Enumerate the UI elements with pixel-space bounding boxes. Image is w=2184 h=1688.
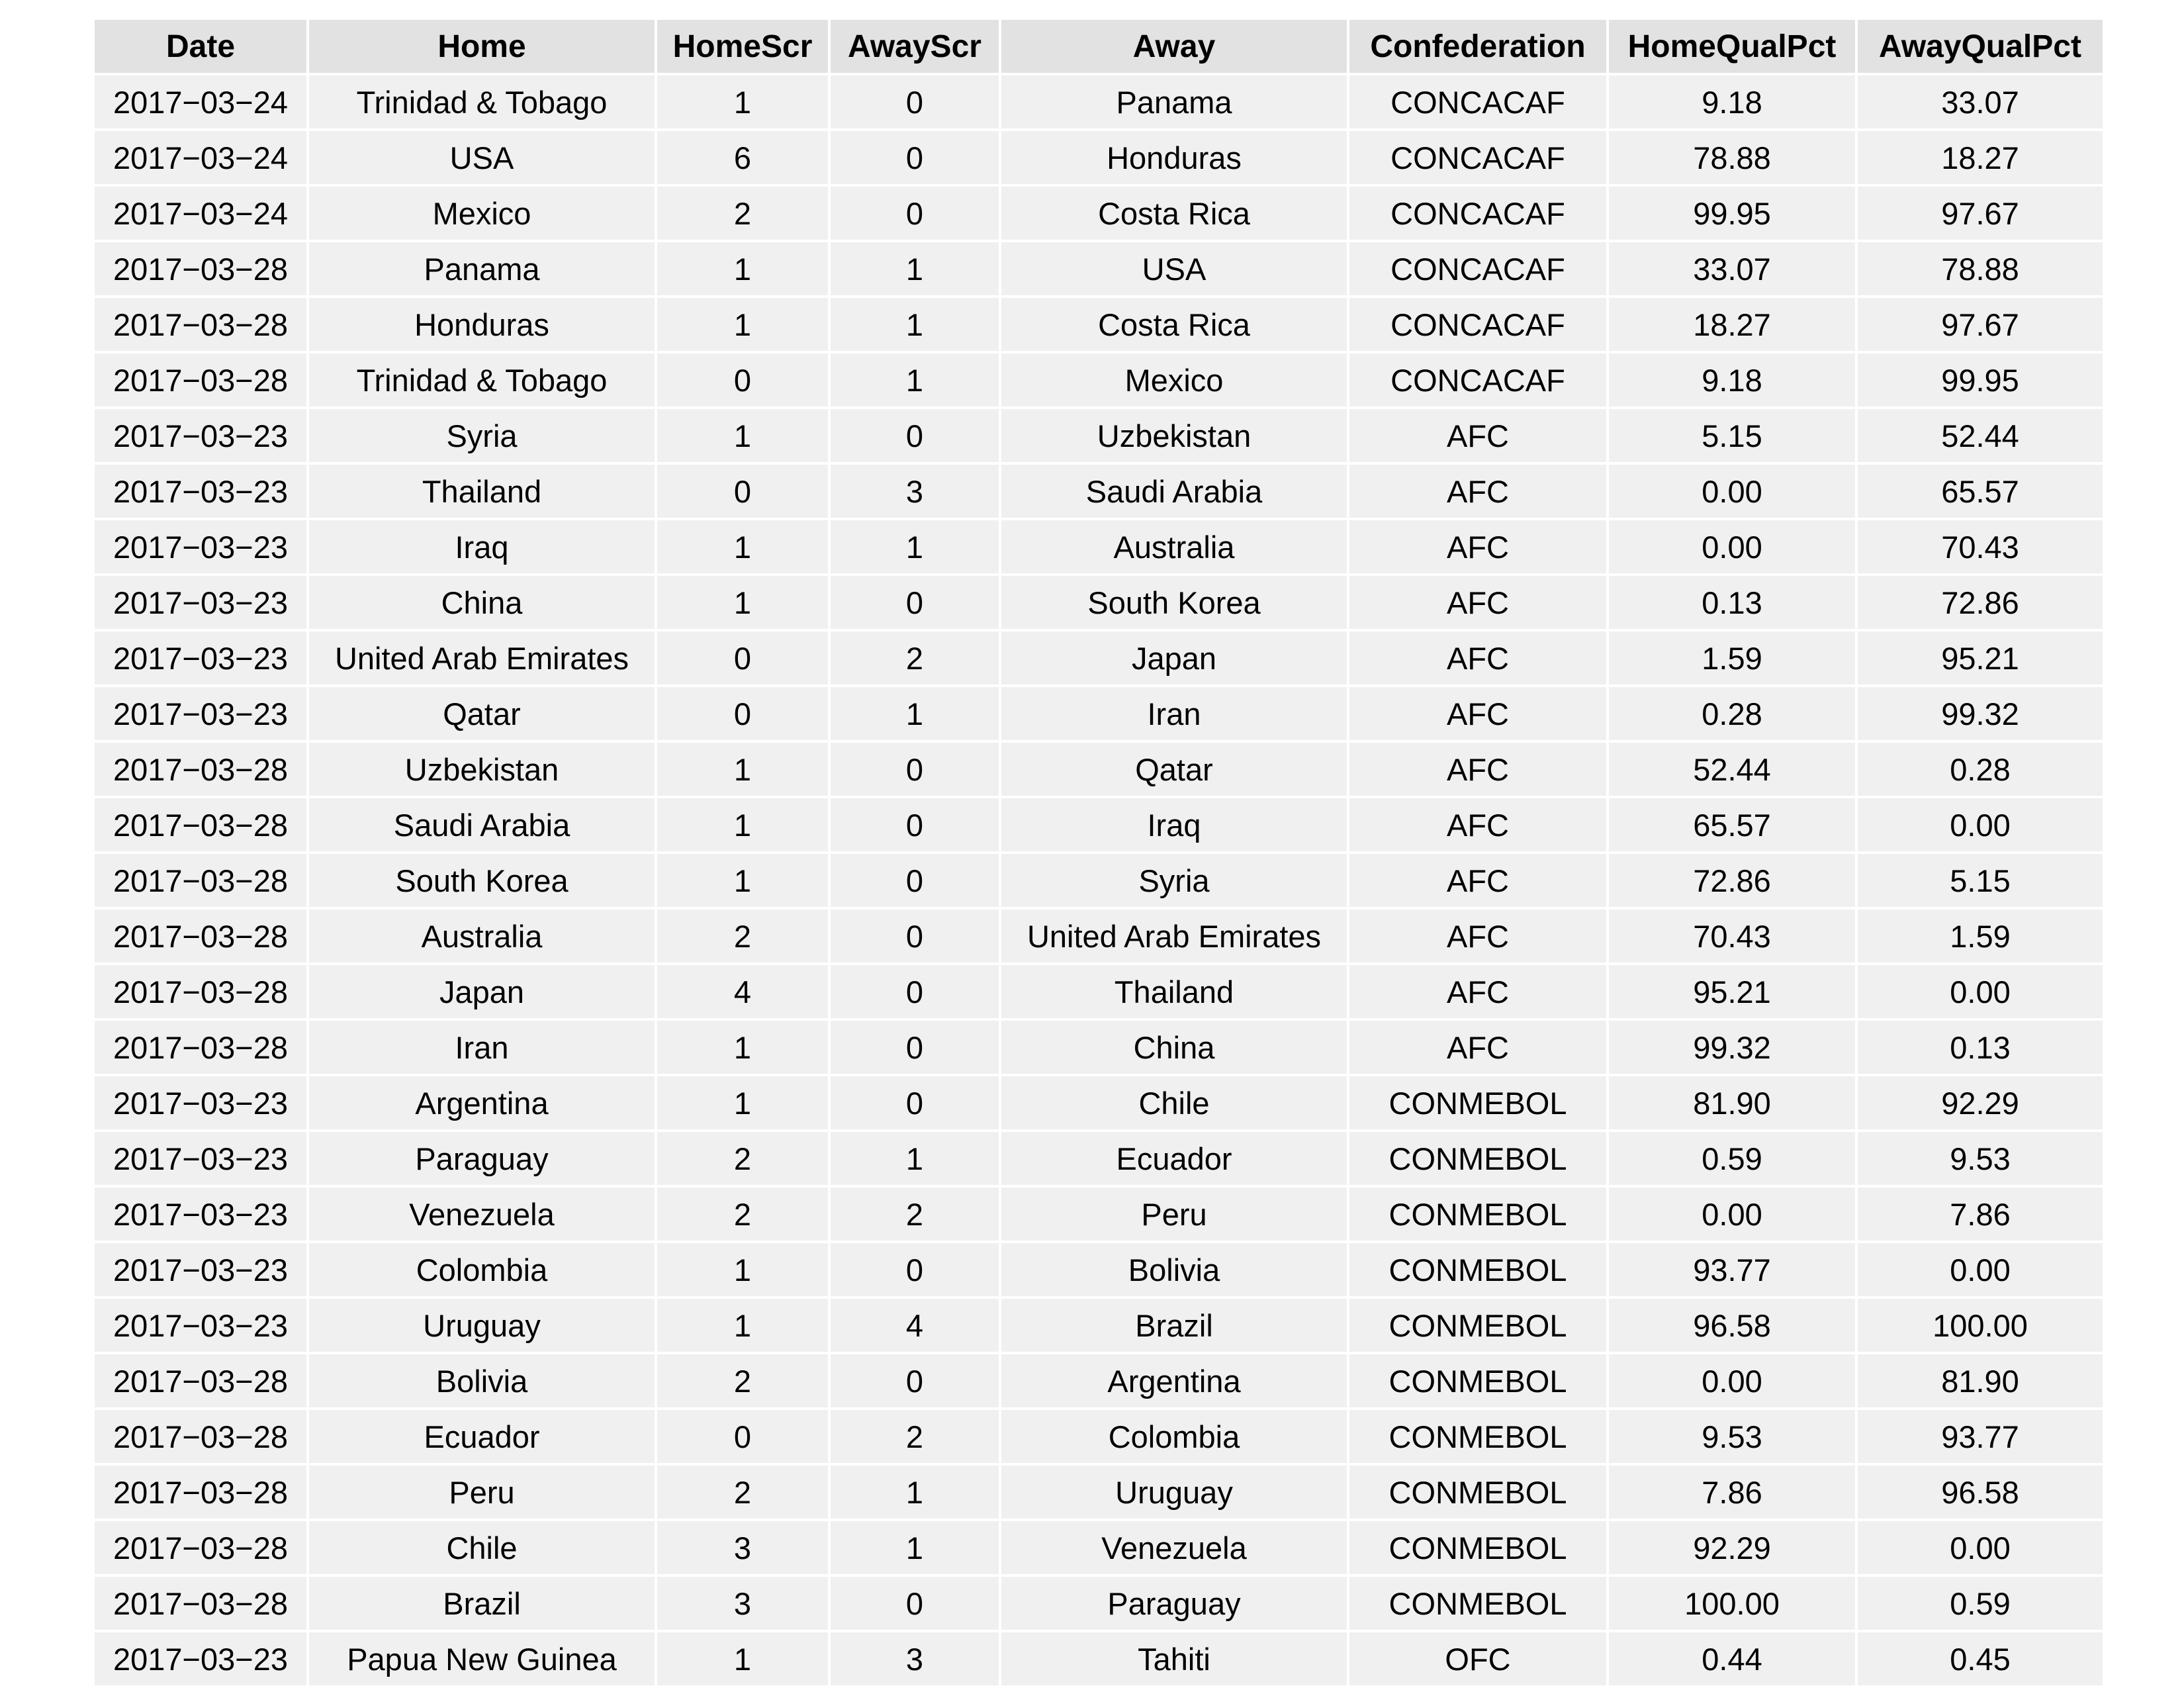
cell-home-score: 1	[657, 1632, 831, 1688]
cell-away-score: 1	[831, 1521, 1001, 1577]
table-row	[95, 576, 2103, 632]
cell-date: 2017−03−28	[95, 743, 309, 798]
table-row	[95, 1354, 2103, 1410]
cell-away-qual-pct: 52.44	[1858, 409, 2103, 465]
cell-confederation: CONCACAF	[1349, 131, 1609, 187]
cell-confederation: OFC	[1349, 1632, 1609, 1688]
cell-away-score: 3	[831, 1632, 1001, 1688]
cell-away-qual-pct: 5.15	[1858, 854, 2103, 910]
cell-away: Syria	[1001, 854, 1349, 910]
cell-home-score: 0	[657, 1410, 831, 1466]
cell-date: 2017−03−28	[95, 1577, 309, 1632]
table-row	[95, 75, 2103, 131]
cell-home-score: 1	[657, 298, 831, 353]
cell-away-qual-pct: 0.45	[1858, 1632, 2103, 1688]
cell-date: 2017−03−28	[95, 1466, 309, 1521]
cell-home-qual-pct: 5.15	[1609, 409, 1858, 465]
cell-away: Tahiti	[1001, 1632, 1349, 1688]
cell-home-qual-pct: 0.44	[1609, 1632, 1858, 1688]
cell-away: South Korea	[1001, 576, 1349, 632]
cell-away: Colombia	[1001, 1410, 1349, 1466]
cell-home-score: 0	[657, 353, 831, 409]
cell-home-score: 2	[657, 1354, 831, 1410]
table-row	[95, 1076, 2103, 1132]
cell-away-score: 0	[831, 910, 1001, 965]
cell-away-score: 1	[831, 687, 1001, 743]
cell-date: 2017−03−28	[95, 353, 309, 409]
cell-home-score: 1	[657, 743, 831, 798]
table-row	[95, 1299, 2103, 1354]
cell-home-score: 1	[657, 798, 831, 854]
cell-away: Ecuador	[1001, 1132, 1349, 1188]
cell-away-qual-pct: 97.67	[1858, 298, 2103, 353]
cell-away-score: 0	[831, 1076, 1001, 1132]
table-row	[95, 1466, 2103, 1521]
cell-home-qual-pct: 9.18	[1609, 75, 1858, 131]
cell-home-score: 4	[657, 965, 831, 1021]
column-header-home-score: HomeScr	[657, 20, 831, 75]
cell-away-score: 0	[831, 798, 1001, 854]
table-row	[95, 465, 2103, 520]
cell-away-score: 1	[831, 353, 1001, 409]
cell-home-qual-pct: 0.28	[1609, 687, 1858, 743]
cell-home-score: 1	[657, 520, 831, 576]
cell-home: Syria	[309, 409, 657, 465]
cell-home-qual-pct: 0.00	[1609, 1188, 1858, 1243]
cell-home: Venezuela	[309, 1188, 657, 1243]
cell-date: 2017−03−28	[95, 910, 309, 965]
cell-away-score: 0	[831, 187, 1001, 242]
cell-confederation: AFC	[1349, 854, 1609, 910]
cell-date: 2017−03−23	[95, 1076, 309, 1132]
cell-home-score: 1	[657, 409, 831, 465]
cell-confederation: AFC	[1349, 520, 1609, 576]
cell-away: Uzbekistan	[1001, 409, 1349, 465]
cell-away: Mexico	[1001, 353, 1349, 409]
cell-away: Iran	[1001, 687, 1349, 743]
cell-date: 2017−03−24	[95, 75, 309, 131]
cell-confederation: AFC	[1349, 1021, 1609, 1076]
table-row	[95, 910, 2103, 965]
cell-home: Peru	[309, 1466, 657, 1521]
cell-date: 2017−03−23	[95, 409, 309, 465]
cell-home: Saudi Arabia	[309, 798, 657, 854]
cell-away: Honduras	[1001, 131, 1349, 187]
cell-date: 2017−03−28	[95, 1521, 309, 1577]
cell-confederation: AFC	[1349, 687, 1609, 743]
cell-home-qual-pct: 100.00	[1609, 1577, 1858, 1632]
table-row	[95, 743, 2103, 798]
cell-home-qual-pct: 70.43	[1609, 910, 1858, 965]
cell-away-score: 2	[831, 1410, 1001, 1466]
cell-away: Thailand	[1001, 965, 1349, 1021]
cell-confederation: AFC	[1349, 743, 1609, 798]
table-body	[95, 75, 2103, 1688]
cell-home-score: 2	[657, 910, 831, 965]
cell-away-score: 0	[831, 576, 1001, 632]
cell-home-qual-pct: 0.00	[1609, 1354, 1858, 1410]
cell-home: Ecuador	[309, 1410, 657, 1466]
cell-confederation: AFC	[1349, 910, 1609, 965]
cell-away-qual-pct: 9.53	[1858, 1132, 2103, 1188]
cell-home: Iraq	[309, 520, 657, 576]
cell-confederation: CONMEBOL	[1349, 1188, 1609, 1243]
cell-away-score: 0	[831, 1577, 1001, 1632]
cell-home-qual-pct: 33.07	[1609, 242, 1858, 298]
cell-away: Japan	[1001, 632, 1349, 687]
cell-date: 2017−03−28	[95, 1021, 309, 1076]
cell-home-qual-pct: 9.18	[1609, 353, 1858, 409]
cell-away-qual-pct: 72.86	[1858, 576, 2103, 632]
cell-away-qual-pct: 97.67	[1858, 187, 2103, 242]
cell-home: Japan	[309, 965, 657, 1021]
cell-home: Thailand	[309, 465, 657, 520]
cell-date: 2017−03−28	[95, 965, 309, 1021]
cell-home-qual-pct: 0.00	[1609, 465, 1858, 520]
table-row	[95, 1188, 2103, 1243]
table-row	[95, 1632, 2103, 1688]
cell-home: Colombia	[309, 1243, 657, 1299]
cell-away-qual-pct: 65.57	[1858, 465, 2103, 520]
cell-home: China	[309, 576, 657, 632]
table-row	[95, 632, 2103, 687]
cell-date: 2017−03−23	[95, 576, 309, 632]
cell-home: Bolivia	[309, 1354, 657, 1410]
cell-confederation: AFC	[1349, 409, 1609, 465]
cell-away-qual-pct: 100.00	[1858, 1299, 2103, 1354]
header-row	[95, 20, 2103, 75]
cell-home: Brazil	[309, 1577, 657, 1632]
cell-home-score: 2	[657, 1466, 831, 1521]
cell-away-score: 0	[831, 409, 1001, 465]
cell-away-score: 0	[831, 965, 1001, 1021]
cell-confederation: AFC	[1349, 965, 1609, 1021]
cell-date: 2017−03−23	[95, 465, 309, 520]
table-row	[95, 854, 2103, 910]
table-row	[95, 798, 2103, 854]
cell-home-qual-pct: 72.86	[1609, 854, 1858, 910]
cell-home-score: 0	[657, 632, 831, 687]
cell-date: 2017−03−24	[95, 187, 309, 242]
cell-home: Australia	[309, 910, 657, 965]
cell-away-qual-pct: 99.32	[1858, 687, 2103, 743]
cell-away-score: 1	[831, 242, 1001, 298]
cell-away-score: 0	[831, 75, 1001, 131]
cell-away-score: 0	[831, 743, 1001, 798]
cell-away: Chile	[1001, 1076, 1349, 1132]
cell-away-score: 0	[831, 1354, 1001, 1410]
cell-confederation: CONCACAF	[1349, 353, 1609, 409]
cell-away: Iraq	[1001, 798, 1349, 854]
cell-home-score: 1	[657, 242, 831, 298]
cell-away-qual-pct: 0.13	[1858, 1021, 2103, 1076]
cell-date: 2017−03−28	[95, 854, 309, 910]
cell-away-score: 3	[831, 465, 1001, 520]
cell-home: United Arab Emirates	[309, 632, 657, 687]
cell-home-qual-pct: 92.29	[1609, 1521, 1858, 1577]
cell-away-score: 2	[831, 632, 1001, 687]
cell-away: Venezuela	[1001, 1521, 1349, 1577]
table-row	[95, 1521, 2103, 1577]
cell-home: Qatar	[309, 687, 657, 743]
cell-date: 2017−03−28	[95, 242, 309, 298]
cell-away-qual-pct: 95.21	[1858, 632, 2103, 687]
cell-home-qual-pct: 7.86	[1609, 1466, 1858, 1521]
cell-confederation: CONCACAF	[1349, 75, 1609, 131]
cell-confederation: AFC	[1349, 632, 1609, 687]
cell-away-score: 0	[831, 1243, 1001, 1299]
cell-home: Paraguay	[309, 1132, 657, 1188]
cell-home-qual-pct: 18.27	[1609, 298, 1858, 353]
cell-home-score: 1	[657, 854, 831, 910]
cell-home-score: 3	[657, 1521, 831, 1577]
cell-confederation: CONMEBOL	[1349, 1466, 1609, 1521]
table-row	[95, 1132, 2103, 1188]
cell-date: 2017−03−23	[95, 520, 309, 576]
cell-date: 2017−03−28	[95, 298, 309, 353]
cell-away: Saudi Arabia	[1001, 465, 1349, 520]
table-row	[95, 131, 2103, 187]
cell-away-score: 0	[831, 1021, 1001, 1076]
cell-confederation: CONMEBOL	[1349, 1299, 1609, 1354]
cell-home: Trinidad & Tobago	[309, 353, 657, 409]
cell-home-score: 2	[657, 1132, 831, 1188]
cell-home-qual-pct: 1.59	[1609, 632, 1858, 687]
cell-away: Panama	[1001, 75, 1349, 131]
cell-away-qual-pct: 0.00	[1858, 965, 2103, 1021]
cell-home: Panama	[309, 242, 657, 298]
cell-home-qual-pct: 81.90	[1609, 1076, 1858, 1132]
cell-away: Paraguay	[1001, 1577, 1349, 1632]
cell-confederation: AFC	[1349, 576, 1609, 632]
cell-away-qual-pct: 33.07	[1858, 75, 2103, 131]
cell-away: United Arab Emirates	[1001, 910, 1349, 965]
table-row	[95, 242, 2103, 298]
table-row	[95, 298, 2103, 353]
cell-confederation: CONMEBOL	[1349, 1577, 1609, 1632]
cell-away: Peru	[1001, 1188, 1349, 1243]
table-row	[95, 965, 2103, 1021]
cell-away-qual-pct: 81.90	[1858, 1354, 2103, 1410]
cell-away-qual-pct: 92.29	[1858, 1076, 2103, 1132]
cell-home-qual-pct: 93.77	[1609, 1243, 1858, 1299]
cell-date: 2017−03−23	[95, 1188, 309, 1243]
cell-away-qual-pct: 0.00	[1858, 1521, 2103, 1577]
cell-confederation: AFC	[1349, 465, 1609, 520]
cell-away: Bolivia	[1001, 1243, 1349, 1299]
cell-date: 2017−03−23	[95, 1132, 309, 1188]
cell-home-qual-pct: 52.44	[1609, 743, 1858, 798]
cell-home-score: 3	[657, 1577, 831, 1632]
cell-home-score: 2	[657, 187, 831, 242]
cell-away-score: 1	[831, 1466, 1001, 1521]
cell-away: Argentina	[1001, 1354, 1349, 1410]
cell-home-qual-pct: 99.32	[1609, 1021, 1858, 1076]
cell-away-score: 2	[831, 1188, 1001, 1243]
table-row	[95, 1243, 2103, 1299]
cell-home-score: 0	[657, 687, 831, 743]
cell-away-score: 1	[831, 1132, 1001, 1188]
table-row	[95, 1410, 2103, 1466]
cell-home-score: 1	[657, 1021, 831, 1076]
cell-confederation: CONMEBOL	[1349, 1132, 1609, 1188]
cell-home: Mexico	[309, 187, 657, 242]
cell-confederation: CONMEBOL	[1349, 1354, 1609, 1410]
cell-home-score: 1	[657, 75, 831, 131]
table-row	[95, 1021, 2103, 1076]
cell-away: Brazil	[1001, 1299, 1349, 1354]
cell-date: 2017−03−28	[95, 1354, 309, 1410]
cell-away: Australia	[1001, 520, 1349, 576]
cell-home: USA	[309, 131, 657, 187]
cell-home-score: 1	[657, 1299, 831, 1354]
cell-away-qual-pct: 1.59	[1858, 910, 2103, 965]
cell-away-qual-pct: 70.43	[1858, 520, 2103, 576]
column-header-home-qual-pct: HomeQualPct	[1609, 20, 1858, 75]
cell-home-score: 1	[657, 576, 831, 632]
cell-away-score: 1	[831, 520, 1001, 576]
cell-home-qual-pct: 0.59	[1609, 1132, 1858, 1188]
cell-away-qual-pct: 78.88	[1858, 242, 2103, 298]
cell-date: 2017−03−23	[95, 687, 309, 743]
cell-date: 2017−03−23	[95, 1243, 309, 1299]
cell-away-qual-pct: 99.95	[1858, 353, 2103, 409]
cell-home-qual-pct: 99.95	[1609, 187, 1858, 242]
table-header	[95, 20, 2103, 75]
cell-confederation: CONMEBOL	[1349, 1243, 1609, 1299]
cell-away-score: 0	[831, 131, 1001, 187]
cell-away: Uruguay	[1001, 1466, 1349, 1521]
cell-home: Papua New Guinea	[309, 1632, 657, 1688]
cell-home-score: 1	[657, 1076, 831, 1132]
table-row	[95, 353, 2103, 409]
cell-home-score: 1	[657, 1243, 831, 1299]
cell-away-qual-pct: 7.86	[1858, 1188, 2103, 1243]
column-header-away-qual-pct: AwayQualPct	[1858, 20, 2103, 75]
column-header-home: Home	[309, 20, 657, 75]
cell-home-qual-pct: 0.00	[1609, 520, 1858, 576]
cell-away-qual-pct: 93.77	[1858, 1410, 2103, 1466]
cell-confederation: AFC	[1349, 798, 1609, 854]
cell-away: China	[1001, 1021, 1349, 1076]
cell-away-qual-pct: 18.27	[1858, 131, 2103, 187]
table-row	[95, 409, 2103, 465]
cell-confederation: CONCACAF	[1349, 242, 1609, 298]
column-header-date: Date	[95, 20, 309, 75]
column-header-confederation: Confederation	[1349, 20, 1609, 75]
table-row	[95, 187, 2103, 242]
cell-home-score: 6	[657, 131, 831, 187]
cell-home: Chile	[309, 1521, 657, 1577]
results-table	[95, 20, 2103, 1688]
table-row	[95, 520, 2103, 576]
cell-away: Costa Rica	[1001, 187, 1349, 242]
cell-confederation: CONMEBOL	[1349, 1076, 1609, 1132]
cell-away: Qatar	[1001, 743, 1349, 798]
cell-away-qual-pct: 0.00	[1858, 798, 2103, 854]
column-header-away: Away	[1001, 20, 1349, 75]
cell-date: 2017−03−24	[95, 131, 309, 187]
cell-home: Uzbekistan	[309, 743, 657, 798]
cell-date: 2017−03−28	[95, 1410, 309, 1466]
cell-home-qual-pct: 65.57	[1609, 798, 1858, 854]
cell-home: Uruguay	[309, 1299, 657, 1354]
cell-away: USA	[1001, 242, 1349, 298]
cell-home-qual-pct: 95.21	[1609, 965, 1858, 1021]
cell-home: South Korea	[309, 854, 657, 910]
cell-away-qual-pct: 0.59	[1858, 1577, 2103, 1632]
cell-home-qual-pct: 0.13	[1609, 576, 1858, 632]
cell-away-qual-pct: 0.00	[1858, 1243, 2103, 1299]
cell-date: 2017−03−28	[95, 798, 309, 854]
cell-date: 2017−03−23	[95, 1632, 309, 1688]
cell-confederation: CONMEBOL	[1349, 1410, 1609, 1466]
cell-date: 2017−03−23	[95, 1299, 309, 1354]
cell-home-score: 2	[657, 1188, 831, 1243]
cell-date: 2017−03−23	[95, 632, 309, 687]
cell-home-qual-pct: 96.58	[1609, 1299, 1858, 1354]
table-row	[95, 1577, 2103, 1632]
cell-confederation: CONCACAF	[1349, 187, 1609, 242]
cell-home: Argentina	[309, 1076, 657, 1132]
cell-confederation: CONCACAF	[1349, 298, 1609, 353]
cell-home-qual-pct: 78.88	[1609, 131, 1858, 187]
cell-away: Costa Rica	[1001, 298, 1349, 353]
cell-home: Iran	[309, 1021, 657, 1076]
cell-away-score: 4	[831, 1299, 1001, 1354]
cell-home-qual-pct: 9.53	[1609, 1410, 1858, 1466]
column-header-away-score: AwayScr	[831, 20, 1001, 75]
cell-away-score: 0	[831, 854, 1001, 910]
table-row	[95, 687, 2103, 743]
cell-away-score: 1	[831, 298, 1001, 353]
cell-home-score: 0	[657, 465, 831, 520]
cell-confederation: CONMEBOL	[1349, 1521, 1609, 1577]
cell-away-qual-pct: 96.58	[1858, 1466, 2103, 1521]
cell-home: Honduras	[309, 298, 657, 353]
cell-away-qual-pct: 0.28	[1858, 743, 2103, 798]
cell-home: Trinidad & Tobago	[309, 75, 657, 131]
